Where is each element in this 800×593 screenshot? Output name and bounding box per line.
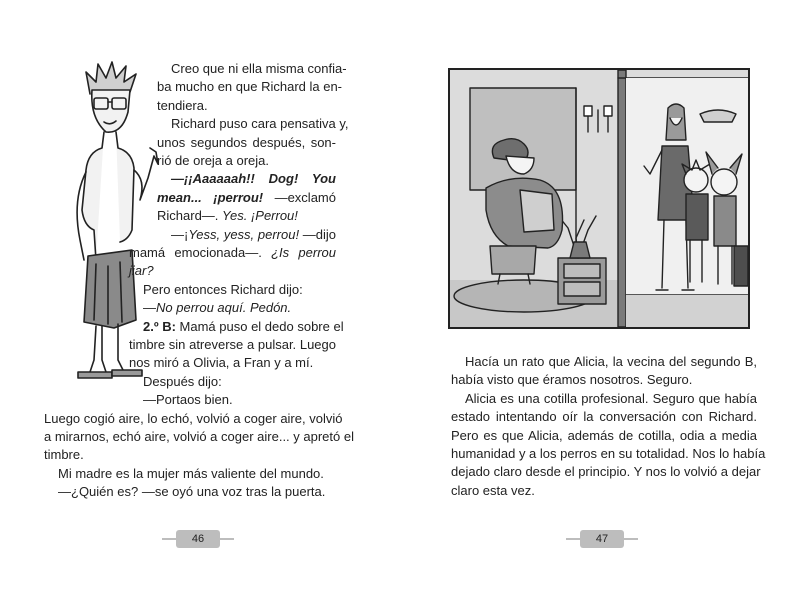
section-text: Mamá puso el dedo sobre el (179, 318, 344, 334)
section-label: 2.º B: (143, 318, 176, 334)
paragraph-line: Hacía un rato que Alicia, la vecina del segundo B, (465, 354, 757, 369)
dialogue-line: Richard—. Yes. ¡Perrou! (157, 208, 298, 224)
dialogue-line: —No perrou aquí. Pedón. (143, 300, 292, 316)
paragraph-line: Richard puso cara pensativa y, (171, 116, 349, 132)
paragraph-line: rió de oreja a oreja. (157, 153, 270, 168)
paragraph-line: timbre sin atreverse a pulsar. Luego (129, 337, 336, 352)
paragraph-line: Pero entonces Richard dijo: (143, 281, 303, 297)
paragraph-line: nos miró a Olivia, a Fran y a mí. (129, 355, 314, 371)
paragraph-line: Pero es que Alicia, además de cotilla, odia a media (451, 427, 757, 443)
section-line (143, 318, 344, 336)
dialogue-line: —¡¡Aaaaaah!! Dog! You (171, 171, 336, 187)
door-scene-illustration (448, 68, 750, 329)
paragraph-line: Después dijo: (143, 373, 222, 389)
paragraph-line: había visto que éramos nosotros. Seguro. (451, 372, 693, 388)
page-number: 47 (580, 530, 624, 548)
dialogue-line: —Portaos bien. (143, 392, 233, 408)
paragraph-line: Alicia es una cotilla profesional. Seguro que había (465, 390, 757, 406)
paragraph-line: ba mucho en que Richard la en- (157, 79, 343, 95)
paragraph-line: claro esta vez. (451, 482, 535, 498)
paragraph-line: timbre. (44, 447, 84, 463)
paragraph-line: unos segundos después, son- (157, 134, 336, 150)
paragraph-line: Creo que ni ella misma confia- (171, 61, 347, 76)
paragraph-line: Luego cogió aire, lo echó, volvió a coger aire, volvió (44, 410, 343, 426)
page-number: 46 (176, 530, 220, 548)
paragraph-line: tendiera. (157, 97, 208, 113)
dialogue-line: —¡Yess, yess, perrou! —dijo (171, 226, 336, 242)
paragraph-line: estado intentando oír la conversación con Richard. (451, 409, 757, 425)
paragraph-line: humanidad y a los perros en su totalidad. Nos lo había (451, 446, 766, 461)
dialogue-line: —¿Quién es? —se oyó una voz tras la puerta. (58, 484, 326, 500)
paragraph-line: Mi madre es la mujer más valiente del mundo. (58, 465, 324, 481)
paragraph-line: dejado claro desde el principio. Y nos lo volvió a dejar (451, 464, 761, 480)
paragraph-line: a mirarnos, echó aire, volvió a coger aire... y apretó el (44, 429, 354, 444)
dialogue-line: mamá emocionada—. ¿Is perrou (129, 245, 336, 260)
dialogue-line: jiar? (129, 263, 154, 279)
dialogue-line: mean... ¡perrou! —exclamó (157, 189, 336, 205)
scene-drawing (450, 70, 748, 327)
